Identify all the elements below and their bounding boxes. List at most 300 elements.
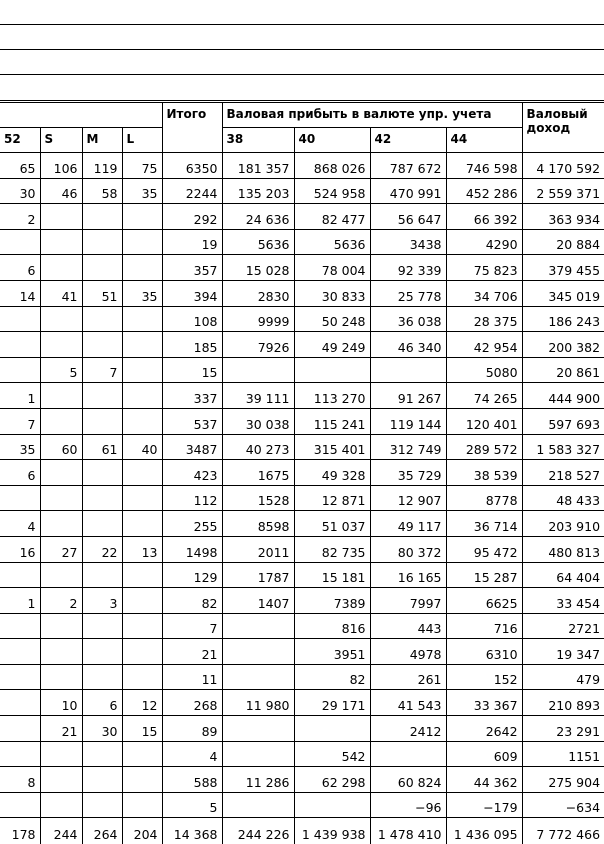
- table-cell: 7389: [294, 588, 370, 614]
- table-cell: 4978: [370, 639, 446, 665]
- table-cell: 28 375: [446, 306, 522, 332]
- table-cell: [222, 741, 294, 767]
- table-cell: 21: [162, 639, 222, 665]
- table-cell: 119 144: [370, 408, 446, 434]
- size-col-header: M: [82, 128, 122, 153]
- table-row: [0, 204, 604, 230]
- table-cell: [122, 767, 162, 793]
- table-cell: 20 884: [522, 229, 604, 255]
- blank-row: [0, 25, 604, 50]
- table-cell: 119: [82, 153, 122, 179]
- table-cell: 1 436 095: [446, 818, 522, 844]
- table-cell: 33 367: [446, 690, 522, 716]
- table-cell: 49 249: [294, 332, 370, 358]
- table-cell: 30: [0, 178, 40, 204]
- gross-profit-header: Валовая прибыть в валюте упр. учета: [222, 103, 522, 128]
- table-cell: 8598: [222, 511, 294, 537]
- table-cell: 41: [40, 280, 82, 306]
- table-cell: [82, 204, 122, 230]
- table-cell: 62 298: [294, 767, 370, 793]
- table-cell: [222, 357, 294, 383]
- table-cell: 2: [40, 588, 82, 614]
- table-cell: [82, 767, 122, 793]
- table-cell: 7 772 466: [522, 818, 604, 844]
- table-cell: [370, 357, 446, 383]
- table-cell: 2412: [370, 716, 446, 742]
- table-cell: 218 527: [522, 460, 604, 486]
- table-cell: [122, 229, 162, 255]
- table-cell: [40, 613, 82, 639]
- table-cell: 6: [0, 255, 40, 281]
- table-cell: [0, 613, 40, 639]
- table-cell: [40, 332, 82, 358]
- table-cell: 868 026: [294, 153, 370, 179]
- table-row: [0, 332, 604, 358]
- table-cell: 7997: [370, 588, 446, 614]
- table-cell: 1: [0, 383, 40, 409]
- table-cell: 42 954: [446, 332, 522, 358]
- table-cell: [122, 664, 162, 690]
- table-cell: 48 433: [522, 485, 604, 511]
- table-row: [0, 639, 604, 665]
- table-cell: [40, 306, 82, 332]
- table-row: [0, 741, 604, 767]
- table-cell: 34 706: [446, 280, 522, 306]
- table-cell: 82 477: [294, 204, 370, 230]
- table-cell: 6310: [446, 639, 522, 665]
- table-cell: 24 636: [222, 204, 294, 230]
- table-cell: 80 372: [370, 536, 446, 562]
- table-cell: 2830: [222, 280, 294, 306]
- table-cell: 35: [0, 434, 40, 460]
- table-cell: 36 714: [446, 511, 522, 537]
- table-cell: [294, 357, 370, 383]
- table-cell: 35: [122, 178, 162, 204]
- table-row: [0, 664, 604, 690]
- table-cell: 82: [162, 588, 222, 614]
- table-cell: 30: [82, 716, 122, 742]
- table-cell: 787 672: [370, 153, 446, 179]
- table-cell: [40, 562, 82, 588]
- table-cell: 49 328: [294, 460, 370, 486]
- table-cell: 379 455: [522, 255, 604, 281]
- table-row: [0, 716, 604, 742]
- table-cell: 345 019: [522, 280, 604, 306]
- size-col-header: 52: [0, 128, 40, 153]
- table-row: [0, 357, 604, 383]
- table-cell: [122, 588, 162, 614]
- table-cell: [0, 562, 40, 588]
- table-cell: 6: [0, 460, 40, 486]
- table-cell: 75: [122, 153, 162, 179]
- table-cell: 56 647: [370, 204, 446, 230]
- table-cell: [122, 485, 162, 511]
- table-row: [0, 408, 604, 434]
- table-cell: [0, 306, 40, 332]
- table-cell: 2244: [162, 178, 222, 204]
- table-cell: 6: [82, 690, 122, 716]
- table-cell: [82, 562, 122, 588]
- table-cell: 1 478 410: [370, 818, 446, 844]
- table-cell: [82, 408, 122, 434]
- table-cell: 23 291: [522, 716, 604, 742]
- table-cell: 66 392: [446, 204, 522, 230]
- table-cell: 1: [0, 588, 40, 614]
- table-cell: 2011: [222, 536, 294, 562]
- table-cell: 289 572: [446, 434, 522, 460]
- table-row: [0, 434, 604, 460]
- table-cell: 46 340: [370, 332, 446, 358]
- table-cell: 3951: [294, 639, 370, 665]
- sales-table: [0, 102, 604, 844]
- table-row: [0, 588, 604, 614]
- table-cell: 35: [122, 280, 162, 306]
- profit-col-header: 38: [222, 128, 294, 153]
- table-cell: 75 823: [446, 255, 522, 281]
- table-cell: 15: [122, 716, 162, 742]
- table-cell: 479: [522, 664, 604, 690]
- table-cell: −179: [446, 792, 522, 818]
- table-cell: [294, 716, 370, 742]
- table-cell: 1787: [222, 562, 294, 588]
- table-cell: [82, 255, 122, 281]
- table-cell: [82, 639, 122, 665]
- table-cell: 588: [162, 767, 222, 793]
- table-cell: 113 270: [294, 383, 370, 409]
- table-cell: 337: [162, 383, 222, 409]
- table-cell: 30 038: [222, 408, 294, 434]
- table-cell: [82, 383, 122, 409]
- table-cell: 25 778: [370, 280, 446, 306]
- table-cell: 15 028: [222, 255, 294, 281]
- table-cell: [122, 357, 162, 383]
- table-cell: [122, 639, 162, 665]
- table-cell: [82, 664, 122, 690]
- table-cell: [0, 357, 40, 383]
- table-cell: [122, 741, 162, 767]
- table-cell: 38 539: [446, 460, 522, 486]
- table-cell: 1407: [222, 588, 294, 614]
- profit-col-header: 42: [370, 128, 446, 153]
- table-cell: 108: [162, 306, 222, 332]
- table-cell: 15 181: [294, 562, 370, 588]
- table-cell: [222, 664, 294, 690]
- table-cell: 40: [122, 434, 162, 460]
- table-cell: 185: [162, 332, 222, 358]
- table-cell: −634: [522, 792, 604, 818]
- table-cell: 7: [82, 357, 122, 383]
- table-cell: 5: [40, 357, 82, 383]
- table-row: [0, 536, 604, 562]
- table-cell: 92 339: [370, 255, 446, 281]
- table-cell: 135 203: [222, 178, 294, 204]
- table-row: [0, 460, 604, 486]
- table-cell: 74 265: [446, 383, 522, 409]
- table-cell: [82, 485, 122, 511]
- table-cell: 10: [40, 690, 82, 716]
- table-cell: 315 401: [294, 434, 370, 460]
- table-cell: 542: [294, 741, 370, 767]
- table-cell: [40, 255, 82, 281]
- table-cell: 4290: [446, 229, 522, 255]
- table-cell: [0, 664, 40, 690]
- table-row: [0, 792, 604, 818]
- table-cell: 91 267: [370, 383, 446, 409]
- table-cell: 11: [162, 664, 222, 690]
- table-cell: 444 900: [522, 383, 604, 409]
- table-cell: 178: [0, 818, 40, 844]
- table-cell: [40, 229, 82, 255]
- table-cell: 1528: [222, 485, 294, 511]
- table-cell: 816: [294, 613, 370, 639]
- table-cell: 5: [162, 792, 222, 818]
- table-cell: 244 226: [222, 818, 294, 844]
- table-cell: 58: [82, 178, 122, 204]
- table-cell: [40, 511, 82, 537]
- size-col-header: S: [40, 128, 82, 153]
- table-cell: 15 287: [446, 562, 522, 588]
- table-cell: 41 543: [370, 690, 446, 716]
- table-cell: 2642: [446, 716, 522, 742]
- table-cell: 22: [82, 536, 122, 562]
- table-cell: 3438: [370, 229, 446, 255]
- table-cell: 40 273: [222, 434, 294, 460]
- table-cell: 1 439 938: [294, 818, 370, 844]
- table-cell: 11 286: [222, 767, 294, 793]
- table-cell: 6625: [446, 588, 522, 614]
- table-cell: [40, 664, 82, 690]
- table-cell: [222, 639, 294, 665]
- table-cell: [122, 204, 162, 230]
- table-cell: 60: [40, 434, 82, 460]
- table-cell: 200 382: [522, 332, 604, 358]
- table-cell: 8778: [446, 485, 522, 511]
- table-cell: 363 934: [522, 204, 604, 230]
- table-cell: 268: [162, 690, 222, 716]
- table-cell: 21: [40, 716, 82, 742]
- table-cell: 115 241: [294, 408, 370, 434]
- table-cell: [0, 229, 40, 255]
- table-cell: [122, 460, 162, 486]
- table-cell: [40, 767, 82, 793]
- table-cell: [122, 511, 162, 537]
- table-cell: 152: [446, 664, 522, 690]
- table-cell: 61: [82, 434, 122, 460]
- table-cell: 82 735: [294, 536, 370, 562]
- table-cell: 1 583 327: [522, 434, 604, 460]
- size-group-header: [0, 103, 162, 128]
- table-row: [0, 178, 604, 204]
- table-cell: [40, 460, 82, 486]
- table-cell: 716: [446, 613, 522, 639]
- table-body: [0, 153, 604, 844]
- table-cell: 203 910: [522, 511, 604, 537]
- table-cell: 49 117: [370, 511, 446, 537]
- table-cell: 120 401: [446, 408, 522, 434]
- table-cell: [122, 332, 162, 358]
- table-row: [0, 255, 604, 281]
- table-cell: 13: [122, 536, 162, 562]
- table-cell: [370, 741, 446, 767]
- table-cell: 5636: [222, 229, 294, 255]
- table-cell: [0, 485, 40, 511]
- size-col-header: L: [122, 128, 162, 153]
- table-cell: 261: [370, 664, 446, 690]
- table-cell: 275 904: [522, 767, 604, 793]
- table-row: [0, 229, 604, 255]
- table-row: [0, 153, 604, 179]
- table-cell: [82, 229, 122, 255]
- table-cell: [40, 383, 82, 409]
- table-cell: [82, 306, 122, 332]
- table-cell: 423: [162, 460, 222, 486]
- table-cell: 8: [0, 767, 40, 793]
- table-cell: [294, 792, 370, 818]
- table-row: [0, 383, 604, 409]
- table-cell: [0, 639, 40, 665]
- table-cell: [122, 408, 162, 434]
- table-row: [0, 511, 604, 537]
- table-cell: 35 729: [370, 460, 446, 486]
- table-cell: [40, 408, 82, 434]
- table-cell: 6350: [162, 153, 222, 179]
- blank-row: [0, 76, 604, 101]
- table-cell: 524 958: [294, 178, 370, 204]
- table-cell: 4: [0, 511, 40, 537]
- blank-row: [0, 0, 604, 25]
- table-row: [0, 485, 604, 511]
- table-cell: 609: [446, 741, 522, 767]
- table-cell: 357: [162, 255, 222, 281]
- table-cell: 12 871: [294, 485, 370, 511]
- table-cell: [40, 639, 82, 665]
- table-cell: [40, 485, 82, 511]
- table-cell: [222, 716, 294, 742]
- table-cell: 12: [122, 690, 162, 716]
- table-cell: 46: [40, 178, 82, 204]
- table-cell: 50 248: [294, 306, 370, 332]
- gross-income-header: Валовый доход: [522, 103, 604, 153]
- table-cell: 44 362: [446, 767, 522, 793]
- table-cell: 255: [162, 511, 222, 537]
- table-cell: 1498: [162, 536, 222, 562]
- table-cell: [122, 613, 162, 639]
- table-cell: 452 286: [446, 178, 522, 204]
- table-cell: 2 559 371: [522, 178, 604, 204]
- table-cell: [222, 613, 294, 639]
- table-cell: 5636: [294, 229, 370, 255]
- table-cell: 82: [294, 664, 370, 690]
- table-cell: [82, 460, 122, 486]
- table-cell: 11 980: [222, 690, 294, 716]
- table-cell: 394: [162, 280, 222, 306]
- table-row: [0, 280, 604, 306]
- table-cell: [122, 383, 162, 409]
- table-row: [0, 690, 604, 716]
- table-cell: 30 833: [294, 280, 370, 306]
- table-row: [0, 767, 604, 793]
- table-cell: 95 472: [446, 536, 522, 562]
- table-cell: 7926: [222, 332, 294, 358]
- table-cell: 60 824: [370, 767, 446, 793]
- table-cell: 186 243: [522, 306, 604, 332]
- table-cell: −96: [370, 792, 446, 818]
- table-cell: [40, 204, 82, 230]
- profit-col-header: 40: [294, 128, 370, 153]
- table-cell: [40, 792, 82, 818]
- table-cell: 129: [162, 562, 222, 588]
- table-cell: [122, 792, 162, 818]
- table-cell: 3: [82, 588, 122, 614]
- table-cell: 746 598: [446, 153, 522, 179]
- table-cell: 16 165: [370, 562, 446, 588]
- table-cell: 470 991: [370, 178, 446, 204]
- table-cell: 19 347: [522, 639, 604, 665]
- table-cell: 12 907: [370, 485, 446, 511]
- table-cell: 15: [162, 357, 222, 383]
- table-cell: [82, 792, 122, 818]
- table-cell: 89: [162, 716, 222, 742]
- table-cell: 39 111: [222, 383, 294, 409]
- table-cell: 14 368: [162, 818, 222, 844]
- table-cell: [122, 306, 162, 332]
- table-cell: 78 004: [294, 255, 370, 281]
- table-row: [0, 562, 604, 588]
- table-cell: [82, 613, 122, 639]
- profit-col-header: 44: [446, 128, 522, 153]
- table-cell: [40, 741, 82, 767]
- table-cell: [82, 511, 122, 537]
- table-cell: 537: [162, 408, 222, 434]
- table-cell: 14: [0, 280, 40, 306]
- table-cell: 36 038: [370, 306, 446, 332]
- table-cell: 2: [0, 204, 40, 230]
- table-cell: 7: [162, 613, 222, 639]
- table-cell: [122, 562, 162, 588]
- table-cell: 443: [370, 613, 446, 639]
- table-cell: 106: [40, 153, 82, 179]
- table-cell: 19: [162, 229, 222, 255]
- table-cell: 65: [0, 153, 40, 179]
- table-cell: 210 893: [522, 690, 604, 716]
- table-cell: 4: [162, 741, 222, 767]
- table-cell: [82, 741, 122, 767]
- table-cell: [222, 792, 294, 818]
- table-cell: [0, 332, 40, 358]
- table-cell: 1675: [222, 460, 294, 486]
- table-cell: 16: [0, 536, 40, 562]
- table-cell: 480 813: [522, 536, 604, 562]
- table-cell: [82, 332, 122, 358]
- table-cell: 64 404: [522, 562, 604, 588]
- table-row: [0, 306, 604, 332]
- table-cell: 29 171: [294, 690, 370, 716]
- table-cell: [0, 741, 40, 767]
- table-cell: 292: [162, 204, 222, 230]
- table-cell: 20 861: [522, 357, 604, 383]
- table-cell: 264: [82, 818, 122, 844]
- table-row: [0, 613, 604, 639]
- table-cell: [0, 690, 40, 716]
- table-cell: 7: [0, 408, 40, 434]
- table-cell: 27: [40, 536, 82, 562]
- table-cell: 204: [122, 818, 162, 844]
- table-cell: [0, 792, 40, 818]
- table-cell: 1151: [522, 741, 604, 767]
- table-cell: 2721: [522, 613, 604, 639]
- table-cell: 51 037: [294, 511, 370, 537]
- table-cell: 597 693: [522, 408, 604, 434]
